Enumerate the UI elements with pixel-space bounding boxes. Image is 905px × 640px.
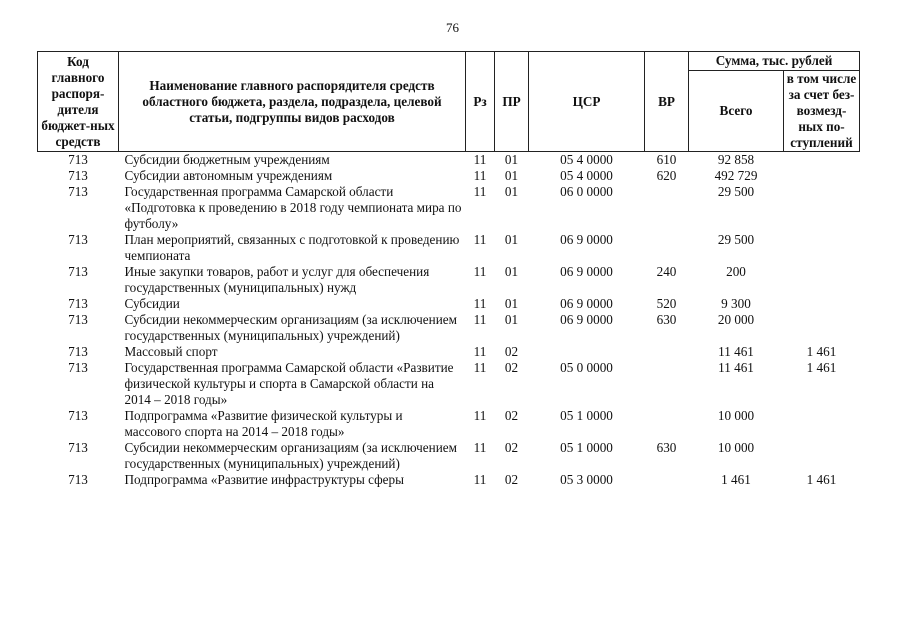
cell-pr: 01 <box>504 296 519 311</box>
cell-pr: 01 <box>504 184 519 199</box>
cell-total: 10 000 <box>717 408 755 423</box>
cell-grant <box>784 264 860 296</box>
cell-grant <box>784 296 860 312</box>
cell-pr: 01 <box>504 232 519 247</box>
table-row <box>38 152 860 169</box>
cell-pr: 01 <box>504 264 519 279</box>
cell-total: 11 461 <box>718 344 754 359</box>
cell-name: Подпрограмма «Развитие инфраструктуры сферы <box>124 472 404 487</box>
table-row <box>38 344 860 360</box>
cell-csr: 05 1 0000 <box>560 408 613 423</box>
cell-vr: 610 <box>656 152 677 167</box>
cell-grant <box>784 152 860 169</box>
table-row <box>38 472 860 488</box>
cell-pr: 01 <box>504 152 519 167</box>
cell-vr: 240 <box>656 264 677 279</box>
cell-code: 713 <box>68 408 88 423</box>
cell-code: 713 <box>68 168 88 183</box>
cell-total: 92 858 <box>717 152 755 167</box>
cell-grant: 1 461 <box>806 472 837 487</box>
cell-grant: 1 461 <box>806 360 837 375</box>
cell-grant: 1 461 <box>806 344 837 359</box>
cell-name: План мероприятий, связанных с подготовкой к проведению чемпионата <box>124 232 460 263</box>
cell-code: 713 <box>68 152 88 167</box>
cell-grant <box>784 408 860 440</box>
cell-total: 20 000 <box>717 312 755 327</box>
header-grant: в том числе за счет без-возмезд-ных по-ступлений <box>784 71 860 152</box>
cell-name: Субсидии некоммерческим организациям (за исключением государственных (муниципальных) учреждений) <box>124 440 457 471</box>
cell-grant <box>784 312 860 344</box>
cell-csr: 05 0 0000 <box>560 360 613 375</box>
cell-vr <box>645 472 689 488</box>
page-number: 76 <box>446 20 459 35</box>
table-row <box>38 360 860 408</box>
header-pr: ПР <box>495 52 529 152</box>
cell-csr: 05 1 0000 <box>560 440 613 455</box>
cell-code: 713 <box>68 472 88 487</box>
cell-grant <box>784 440 860 472</box>
table-row <box>38 296 860 312</box>
cell-total: 29 500 <box>717 232 755 247</box>
cell-total: 200 <box>726 264 746 279</box>
table-row <box>38 168 860 184</box>
cell-vr <box>645 184 689 232</box>
table-row <box>38 264 860 296</box>
cell-grant <box>784 168 860 184</box>
cell-code: 713 <box>68 264 88 279</box>
cell-rz: 11 <box>473 312 487 327</box>
cell-vr <box>645 232 689 264</box>
cell-rz: 11 <box>473 360 487 375</box>
cell-total: 11 461 <box>718 360 754 375</box>
cell-csr: 05 4 0000 <box>560 168 613 183</box>
cell-name: Субсидии автономным учреждениям <box>124 168 333 183</box>
cell-csr: 06 9 0000 <box>560 312 613 327</box>
cell-vr: 630 <box>656 440 677 455</box>
cell-rz: 11 <box>473 296 487 311</box>
table-row <box>38 312 860 344</box>
table-row <box>38 232 860 264</box>
cell-csr: 05 4 0000 <box>560 152 613 167</box>
header-rz: Рз <box>466 52 495 152</box>
cell-pr: 02 <box>504 360 519 375</box>
cell-vr <box>645 344 689 360</box>
cell-pr: 02 <box>504 472 519 487</box>
header-vr: ВР <box>645 52 689 152</box>
cell-csr: 06 9 0000 <box>560 232 613 247</box>
cell-rz: 11 <box>473 184 487 199</box>
cell-grant <box>784 232 860 264</box>
cell-pr: 01 <box>504 312 519 327</box>
cell-total: 29 500 <box>717 184 755 199</box>
cell-code: 713 <box>68 440 88 455</box>
cell-name: Субсидии некоммерческим организациям (за исключением государственных (муниципальных) учреждений) <box>124 312 457 343</box>
cell-total: 1 461 <box>721 472 751 487</box>
cell-vr: 620 <box>656 168 677 183</box>
header-code: Код главного распоря-дителя бюджет-ных средств <box>38 52 119 152</box>
table-body <box>38 152 860 489</box>
cell-total: 9 300 <box>721 296 751 311</box>
cell-code: 713 <box>68 184 88 199</box>
cell-name: Государственная программа Самарской области «Развитие физической культуры и спорта в Самарской области на 2014 – 2018 годы» <box>124 360 454 407</box>
budget-table <box>37 51 860 488</box>
cell-total: 492 729 <box>714 168 758 183</box>
table-row <box>38 408 860 440</box>
cell-code: 713 <box>68 296 88 311</box>
cell-rz: 11 <box>473 232 487 247</box>
header-total: Всего <box>689 71 784 152</box>
cell-name: Государственная программа Самарской области «Подготовка к проведению в 2018 году чемпионата мира по футболу» <box>124 184 462 231</box>
table-row <box>38 184 860 232</box>
header-name: Наименование главного распорядителя средств областного бюджета, раздела, подраздела, целевой статьи, подгруппы видов расходов <box>119 52 466 152</box>
cell-csr <box>529 344 645 360</box>
cell-name: Субсидии <box>124 296 180 311</box>
cell-rz: 11 <box>473 264 487 279</box>
cell-vr: 520 <box>656 296 677 311</box>
cell-name: Иные закупки товаров, работ и услуг для обеспечения государственных (муниципальных) нужд <box>124 264 430 295</box>
cell-code: 713 <box>68 344 88 359</box>
cell-total: 10 000 <box>717 440 755 455</box>
cell-csr: 06 9 0000 <box>560 264 613 279</box>
cell-pr: 02 <box>504 408 519 423</box>
header-csr: ЦСР <box>529 52 645 152</box>
cell-code: 713 <box>68 360 88 375</box>
cell-pr: 02 <box>504 440 519 455</box>
cell-rz: 11 <box>473 152 487 167</box>
cell-csr: 05 3 0000 <box>560 472 613 487</box>
cell-vr: 630 <box>656 312 677 327</box>
cell-vr <box>645 360 689 408</box>
cell-name: Подпрограмма «Развитие физической культуры и массового спорта на 2014 – 2018 годы» <box>124 408 403 439</box>
cell-code: 713 <box>68 232 88 247</box>
header-sum: Сумма, тыс. рублей <box>689 52 860 71</box>
cell-vr <box>645 408 689 440</box>
cell-rz: 11 <box>473 168 487 183</box>
cell-csr: 06 9 0000 <box>560 296 613 311</box>
cell-grant <box>784 184 860 232</box>
cell-pr: 01 <box>504 168 519 183</box>
cell-rz: 11 <box>473 344 487 359</box>
cell-code: 713 <box>68 312 88 327</box>
cell-rz: 11 <box>473 408 487 423</box>
cell-csr: 06 0 0000 <box>560 184 613 199</box>
cell-rz: 11 <box>473 440 487 455</box>
table-row <box>38 440 860 472</box>
cell-name: Массовый спорт <box>124 344 218 359</box>
cell-rz: 11 <box>473 472 487 487</box>
cell-pr: 02 <box>504 344 519 359</box>
cell-name: Субсидии бюджетным учреждениям <box>124 152 330 167</box>
